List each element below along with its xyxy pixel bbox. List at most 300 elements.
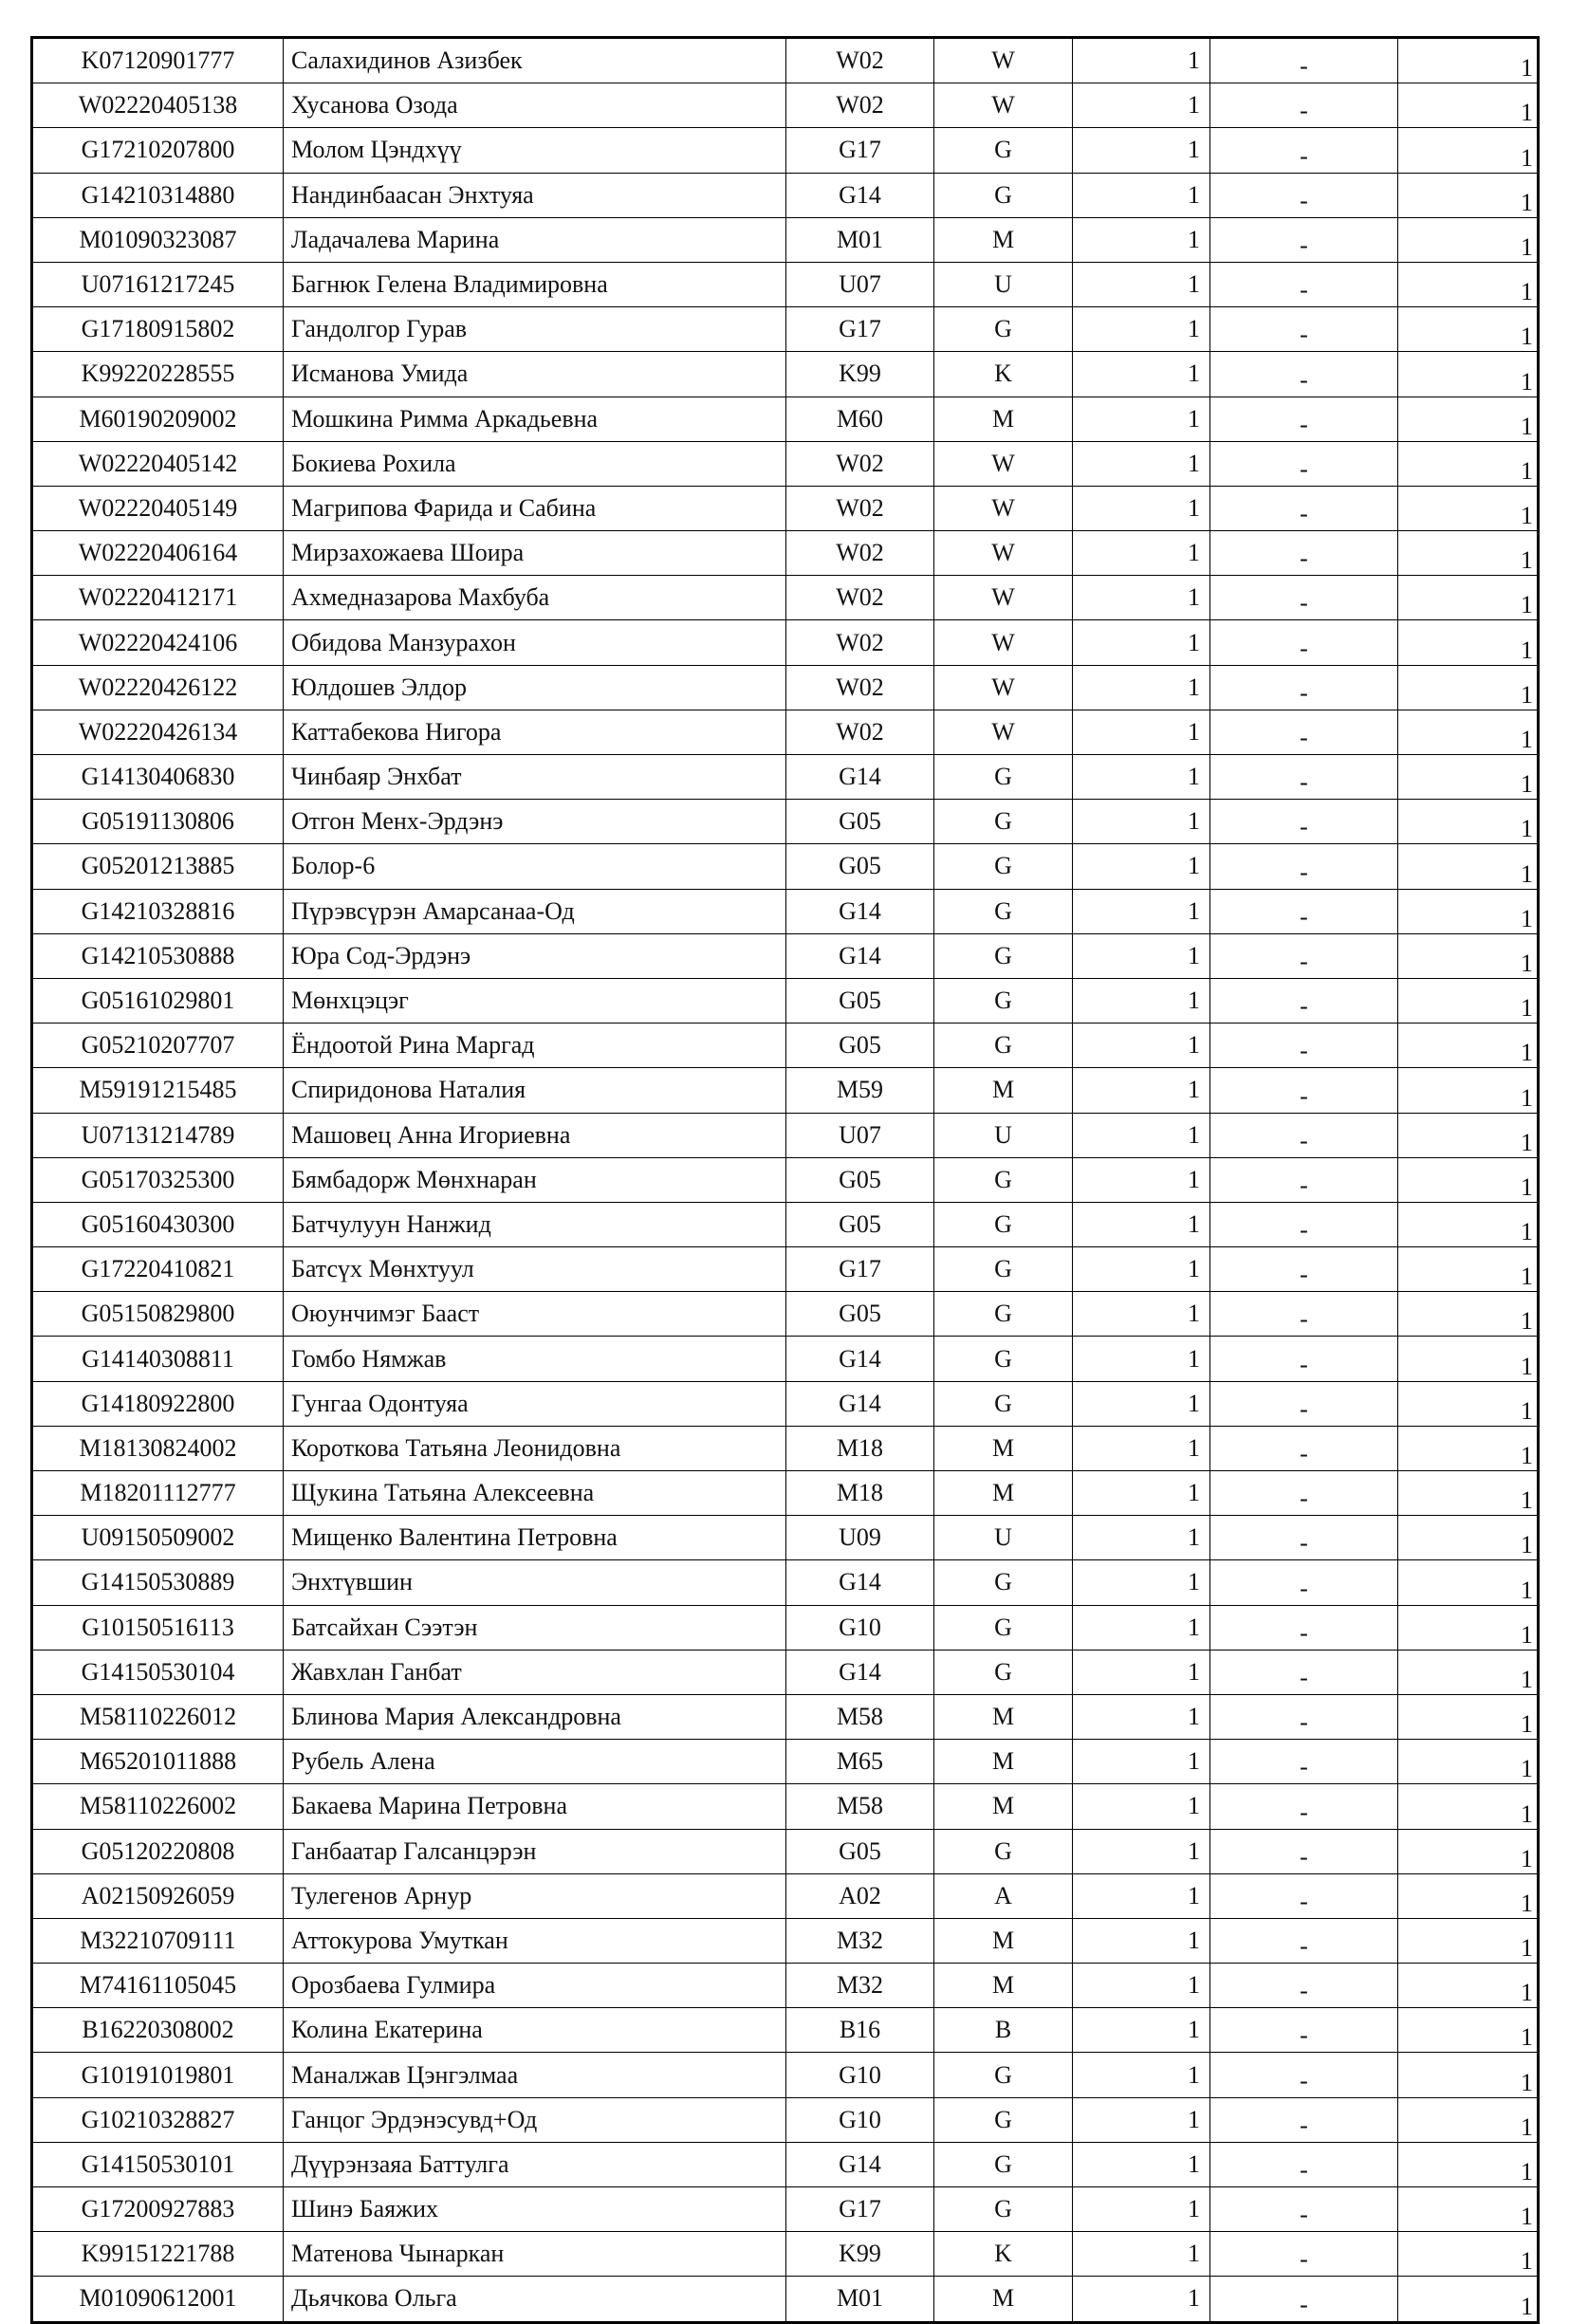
- group-code-cell: G14: [786, 1560, 934, 1605]
- table-row: [32, 1247, 1539, 1292]
- group-letter-cell: G: [934, 844, 1073, 889]
- participant-id-cell: W02220424106: [32, 620, 284, 665]
- total-cell: 1: [1398, 2097, 1539, 2142]
- empty-marker-cell: -: [1210, 800, 1398, 844]
- empty-marker-cell: -: [1210, 2097, 1398, 2142]
- participant-name-cell: Болор-6: [284, 844, 786, 889]
- group-code-cell: M58: [786, 1784, 934, 1829]
- participant-id-cell: G14150530889: [32, 1560, 284, 1605]
- participant-id-cell: M18130824002: [32, 1426, 284, 1470]
- group-letter-cell: W: [934, 665, 1073, 710]
- quantity-cell: 1: [1073, 1516, 1210, 1560]
- quantity-cell: 1: [1073, 38, 1210, 83]
- table-row: [32, 1471, 1539, 1516]
- group-code-cell: G14: [786, 1381, 934, 1426]
- participant-id-cell: G05160430300: [32, 1202, 284, 1246]
- participant-id-cell: G14140308811: [32, 1337, 284, 1381]
- empty-marker-cell: -: [1210, 531, 1398, 576]
- group-letter-cell: M: [934, 1740, 1073, 1784]
- group-letter-cell: G: [934, 2142, 1073, 2186]
- table-row: [32, 38, 1539, 83]
- participant-id-cell: U07131214789: [32, 1113, 284, 1157]
- table-row: [32, 1381, 1539, 1426]
- empty-marker-cell: -: [1210, 1516, 1398, 1560]
- total-cell: 1: [1398, 1337, 1539, 1381]
- table-row: [32, 576, 1539, 620]
- quantity-cell: 1: [1073, 1113, 1210, 1157]
- total-cell: 1: [1398, 1740, 1539, 1784]
- participant-name-cell: Салахидинов Азизбек: [284, 38, 786, 83]
- table-row: [32, 1516, 1539, 1560]
- table-row: [32, 2187, 1539, 2232]
- total-cell: 1: [1398, 38, 1539, 83]
- quantity-cell: 1: [1073, 1560, 1210, 1605]
- group-letter-cell: W: [934, 486, 1073, 530]
- group-letter-cell: W: [934, 441, 1073, 486]
- group-letter-cell: G: [934, 307, 1073, 352]
- group-code-cell: W02: [786, 441, 934, 486]
- quantity-cell: 1: [1073, 1157, 1210, 1202]
- empty-marker-cell: -: [1210, 1292, 1398, 1337]
- participant-id-cell: A02150926059: [32, 1873, 284, 1918]
- group-letter-cell: G: [934, 2187, 1073, 2232]
- participant-id-cell: W02220412171: [32, 576, 284, 620]
- participant-name-cell: Оюунчимэг Бааст: [284, 1292, 786, 1337]
- group-code-cell: B16: [786, 2008, 934, 2053]
- quantity-cell: 1: [1073, 2008, 1210, 2053]
- group-code-cell: M60: [786, 397, 934, 441]
- total-cell: 1: [1398, 1918, 1539, 1963]
- total-cell: 1: [1398, 1694, 1539, 1739]
- total-cell: 1: [1398, 844, 1539, 889]
- quantity-cell: 1: [1073, 262, 1210, 306]
- quantity-cell: 1: [1073, 441, 1210, 486]
- empty-marker-cell: -: [1210, 1337, 1398, 1381]
- group-letter-cell: G: [934, 1024, 1073, 1068]
- table-row: [32, 889, 1539, 933]
- table-row: [32, 1650, 1539, 1694]
- empty-marker-cell: -: [1210, 1829, 1398, 1873]
- table-row: [32, 397, 1539, 441]
- group-letter-cell: M: [934, 1426, 1073, 1470]
- quantity-cell: 1: [1073, 307, 1210, 352]
- participant-name-cell: Гандолгор Гурав: [284, 307, 786, 352]
- participant-id-cell: W02220426122: [32, 665, 284, 710]
- quantity-cell: 1: [1073, 710, 1210, 754]
- participant-name-cell: Энхтүвшин: [284, 1560, 786, 1605]
- quantity-cell: 1: [1073, 173, 1210, 217]
- group-code-cell: G14: [786, 173, 934, 217]
- table-row: [32, 978, 1539, 1023]
- participant-id-cell: K07120901777: [32, 38, 284, 83]
- participant-id-cell: K99220228555: [32, 352, 284, 397]
- group-letter-cell: B: [934, 2008, 1073, 2053]
- participant-id-cell: G05170325300: [32, 1157, 284, 1202]
- table-row: [32, 2008, 1539, 2053]
- total-cell: 1: [1398, 217, 1539, 262]
- table-row: [32, 486, 1539, 530]
- total-cell: 1: [1398, 889, 1539, 933]
- total-cell: 1: [1398, 1605, 1539, 1650]
- participant-name-cell: Батсайхан Сээтэн: [284, 1605, 786, 1650]
- quantity-cell: 1: [1073, 531, 1210, 576]
- quantity-cell: 1: [1073, 755, 1210, 800]
- participant-name-cell: Ганбаатар Галсанцэрэн: [284, 1829, 786, 1873]
- group-code-cell: G14: [786, 755, 934, 800]
- total-cell: 1: [1398, 128, 1539, 173]
- group-code-cell: M32: [786, 1918, 934, 1963]
- quantity-cell: 1: [1073, 576, 1210, 620]
- quantity-cell: 1: [1073, 620, 1210, 665]
- group-letter-cell: M: [934, 1918, 1073, 1963]
- empty-marker-cell: -: [1210, 1157, 1398, 1202]
- participant-id-cell: G05210207707: [32, 1024, 284, 1068]
- group-letter-cell: W: [934, 620, 1073, 665]
- group-code-cell: G10: [786, 2053, 934, 2097]
- empty-marker-cell: -: [1210, 710, 1398, 754]
- empty-marker-cell: -: [1210, 889, 1398, 933]
- empty-marker-cell: -: [1210, 262, 1398, 306]
- participant-name-cell: Спиридонова Наталия: [284, 1068, 786, 1113]
- participant-id-cell: G10191019801: [32, 2053, 284, 2097]
- quantity-cell: 1: [1073, 352, 1210, 397]
- participant-name-cell: Гомбо Нямжав: [284, 1337, 786, 1381]
- group-letter-cell: G: [934, 889, 1073, 933]
- participant-name-cell: Шинэ Баяжих: [284, 2187, 786, 2232]
- participant-name-cell: Юра Сод-Эрдэнэ: [284, 933, 786, 978]
- empty-marker-cell: -: [1210, 665, 1398, 710]
- group-code-cell: G14: [786, 2142, 934, 2186]
- group-code-cell: G17: [786, 128, 934, 173]
- total-cell: 1: [1398, 307, 1539, 352]
- participant-name-cell: Блинова Мария Александровна: [284, 1694, 786, 1739]
- empty-marker-cell: -: [1210, 755, 1398, 800]
- participant-id-cell: M74161105045: [32, 1964, 284, 2008]
- group-code-cell: G10: [786, 1605, 934, 1650]
- empty-marker-cell: -: [1210, 2187, 1398, 2232]
- participant-id-cell: M58110226012: [32, 1694, 284, 1739]
- table-row: [32, 531, 1539, 576]
- total-cell: 1: [1398, 1024, 1539, 1068]
- table-row: [32, 933, 1539, 978]
- quantity-cell: 1: [1073, 2053, 1210, 2097]
- quantity-cell: 1: [1073, 800, 1210, 844]
- group-code-cell: W02: [786, 665, 934, 710]
- quantity-cell: 1: [1073, 1292, 1210, 1337]
- participant-name-cell: Батчулуун Нанжид: [284, 1202, 786, 1246]
- total-cell: 1: [1398, 620, 1539, 665]
- participant-name-cell: Бакаева Марина Петровна: [284, 1784, 786, 1829]
- table-row: [32, 1740, 1539, 1784]
- participant-id-cell: G17210207800: [32, 128, 284, 173]
- group-letter-cell: W: [934, 38, 1073, 83]
- participant-name-cell: Мирзахожаева Шоира: [284, 531, 786, 576]
- participant-id-cell: M01090323087: [32, 217, 284, 262]
- empty-marker-cell: -: [1210, 1471, 1398, 1516]
- empty-marker-cell: -: [1210, 352, 1398, 397]
- group-code-cell: W02: [786, 576, 934, 620]
- participant-name-cell: Дьячкова Ольга: [284, 2277, 786, 2322]
- group-letter-cell: A: [934, 1873, 1073, 1918]
- group-letter-cell: M: [934, 1471, 1073, 1516]
- participant-id-cell: W02220426134: [32, 710, 284, 754]
- total-cell: 1: [1398, 1873, 1539, 1918]
- participant-id-cell: G05191130806: [32, 800, 284, 844]
- table-row: [32, 1024, 1539, 1068]
- group-letter-cell: G: [934, 1829, 1073, 1873]
- total-cell: 1: [1398, 83, 1539, 128]
- total-cell: 1: [1398, 1426, 1539, 1470]
- empty-marker-cell: -: [1210, 1740, 1398, 1784]
- participant-id-cell: W02220405142: [32, 441, 284, 486]
- group-letter-cell: G: [934, 2097, 1073, 2142]
- total-cell: 1: [1398, 710, 1539, 754]
- participant-name-cell: Хусанова Озода: [284, 83, 786, 128]
- group-letter-cell: G: [934, 1247, 1073, 1292]
- participant-id-cell: G10210328827: [32, 2097, 284, 2142]
- empty-marker-cell: -: [1210, 1202, 1398, 1246]
- participant-name-cell: Матенова Чынаркан: [284, 2232, 786, 2277]
- empty-marker-cell: -: [1210, 620, 1398, 665]
- group-code-cell: M58: [786, 1694, 934, 1739]
- table-row: [32, 307, 1539, 352]
- participant-id-cell: B16220308002: [32, 2008, 284, 2053]
- table-row: [32, 128, 1539, 173]
- group-code-cell: G14: [786, 1650, 934, 1694]
- total-cell: 1: [1398, 1784, 1539, 1829]
- participant-name-cell: Щукина Татьяна Алексеевна: [284, 1471, 786, 1516]
- group-letter-cell: K: [934, 352, 1073, 397]
- group-code-cell: G14: [786, 933, 934, 978]
- group-letter-cell: U: [934, 1516, 1073, 1560]
- empty-marker-cell: -: [1210, 844, 1398, 889]
- quantity-cell: 1: [1073, 933, 1210, 978]
- table-row: [32, 665, 1539, 710]
- quantity-cell: 1: [1073, 1381, 1210, 1426]
- total-cell: 1: [1398, 262, 1539, 306]
- table-row: [32, 2232, 1539, 2277]
- participant-name-cell: Чинбаяр Энхбат: [284, 755, 786, 800]
- participant-id-cell: W02220405138: [32, 83, 284, 128]
- total-cell: 1: [1398, 1560, 1539, 1605]
- group-code-cell: G17: [786, 1247, 934, 1292]
- participant-name-cell: Короткова Татьяна Леонидовна: [284, 1426, 786, 1470]
- total-cell: 1: [1398, 1516, 1539, 1560]
- participant-name-cell: Магрипова Фарида и Сабина: [284, 486, 786, 530]
- table-row: [32, 1068, 1539, 1113]
- total-cell: 1: [1398, 800, 1539, 844]
- group-code-cell: U09: [786, 1516, 934, 1560]
- group-code-cell: U07: [786, 1113, 934, 1157]
- registry-body: [32, 38, 1539, 2323]
- group-code-cell: U07: [786, 262, 934, 306]
- quantity-cell: 1: [1073, 2232, 1210, 2277]
- participant-id-cell: G14210530888: [32, 933, 284, 978]
- group-letter-cell: G: [934, 1605, 1073, 1650]
- participant-name-cell: Мошкина Римма Аркадьевна: [284, 397, 786, 441]
- quantity-cell: 1: [1073, 978, 1210, 1023]
- participant-id-cell: U09150509002: [32, 1516, 284, 1560]
- participant-id-cell: M01090612001: [32, 2277, 284, 2322]
- group-code-cell: M32: [786, 1964, 934, 2008]
- participant-name-cell: Пүрэвсүрэн Амарсанаа-Од: [284, 889, 786, 933]
- quantity-cell: 1: [1073, 1471, 1210, 1516]
- group-code-cell: M65: [786, 1740, 934, 1784]
- table-row: [32, 217, 1539, 262]
- group-letter-cell: G: [934, 128, 1073, 173]
- empty-marker-cell: -: [1210, 1784, 1398, 1829]
- participant-name-cell: Ганцог Эрдэнэсувд+Од: [284, 2097, 786, 2142]
- participant-id-cell: G05120220808: [32, 1829, 284, 1873]
- table-row: [32, 1784, 1539, 1829]
- participant-name-cell: Юлдошев Элдор: [284, 665, 786, 710]
- participant-name-cell: Молом Цэндхүү: [284, 128, 786, 173]
- empty-marker-cell: -: [1210, 217, 1398, 262]
- quantity-cell: 1: [1073, 1694, 1210, 1739]
- group-letter-cell: G: [934, 1650, 1073, 1694]
- empty-marker-cell: -: [1210, 2232, 1398, 2277]
- group-letter-cell: W: [934, 83, 1073, 128]
- participant-name-cell: Багнюк Гелена Владимировна: [284, 262, 786, 306]
- empty-marker-cell: -: [1210, 486, 1398, 530]
- table-row: [32, 2097, 1539, 2142]
- quantity-cell: 1: [1073, 665, 1210, 710]
- group-letter-cell: G: [934, 978, 1073, 1023]
- table-row: [32, 800, 1539, 844]
- table-row: [32, 755, 1539, 800]
- table-row: [32, 1157, 1539, 1202]
- group-letter-cell: G: [934, 2053, 1073, 2097]
- participant-name-cell: Жавхлан Ганбат: [284, 1650, 786, 1694]
- group-letter-cell: G: [934, 933, 1073, 978]
- participant-name-cell: Дүүрэнзаяа Баттулга: [284, 2142, 786, 2186]
- quantity-cell: 1: [1073, 844, 1210, 889]
- participant-name-cell: Аттокурова Умуткан: [284, 1918, 786, 1963]
- total-cell: 1: [1398, 2142, 1539, 2186]
- group-letter-cell: G: [934, 173, 1073, 217]
- group-code-cell: W02: [786, 531, 934, 576]
- empty-marker-cell: -: [1210, 933, 1398, 978]
- participant-name-cell: Мөнхцэцэг: [284, 978, 786, 1023]
- group-code-cell: M59: [786, 1068, 934, 1113]
- total-cell: 1: [1398, 2008, 1539, 2053]
- group-code-cell: G14: [786, 1337, 934, 1381]
- quantity-cell: 1: [1073, 1426, 1210, 1470]
- participant-id-cell: M58110226002: [32, 1784, 284, 1829]
- participant-id-cell: G14130406830: [32, 755, 284, 800]
- total-cell: 1: [1398, 2053, 1539, 2097]
- total-cell: 1: [1398, 1247, 1539, 1292]
- empty-marker-cell: -: [1210, 1247, 1398, 1292]
- quantity-cell: 1: [1073, 1740, 1210, 1784]
- total-cell: 1: [1398, 665, 1539, 710]
- participant-id-cell: G05201213885: [32, 844, 284, 889]
- table-row: [32, 1292, 1539, 1337]
- quantity-cell: 1: [1073, 2097, 1210, 2142]
- group-letter-cell: U: [934, 262, 1073, 306]
- empty-marker-cell: -: [1210, 2142, 1398, 2186]
- table-row: [32, 1113, 1539, 1157]
- total-cell: 1: [1398, 1471, 1539, 1516]
- total-cell: 1: [1398, 2187, 1539, 2232]
- empty-marker-cell: -: [1210, 1024, 1398, 1068]
- participant-id-cell: G14210314880: [32, 173, 284, 217]
- group-code-cell: K99: [786, 352, 934, 397]
- group-letter-cell: W: [934, 576, 1073, 620]
- group-letter-cell: G: [934, 1337, 1073, 1381]
- total-cell: 1: [1398, 755, 1539, 800]
- group-letter-cell: G: [934, 755, 1073, 800]
- table-row: [32, 441, 1539, 486]
- empty-marker-cell: -: [1210, 1918, 1398, 1963]
- quantity-cell: 1: [1073, 1784, 1210, 1829]
- empty-marker-cell: -: [1210, 173, 1398, 217]
- group-code-cell: W02: [786, 38, 934, 83]
- empty-marker-cell: -: [1210, 1381, 1398, 1426]
- group-code-cell: G17: [786, 2187, 934, 2232]
- group-letter-cell: G: [934, 1157, 1073, 1202]
- table-row: [32, 1605, 1539, 1650]
- group-code-cell: M01: [786, 2277, 934, 2322]
- total-cell: 1: [1398, 2232, 1539, 2277]
- table-row: [32, 1337, 1539, 1381]
- table-row: [32, 2053, 1539, 2097]
- group-letter-cell: M: [934, 1964, 1073, 2008]
- quantity-cell: 1: [1073, 128, 1210, 173]
- participant-id-cell: G14150530101: [32, 2142, 284, 2186]
- group-letter-cell: K: [934, 2232, 1073, 2277]
- empty-marker-cell: -: [1210, 1426, 1398, 1470]
- total-cell: 1: [1398, 486, 1539, 530]
- total-cell: 1: [1398, 441, 1539, 486]
- empty-marker-cell: -: [1210, 1873, 1398, 1918]
- participant-id-cell: M60190209002: [32, 397, 284, 441]
- table-row: [32, 1829, 1539, 1873]
- total-cell: 1: [1398, 933, 1539, 978]
- total-cell: 1: [1398, 397, 1539, 441]
- table-row: [32, 1560, 1539, 1605]
- quantity-cell: 1: [1073, 1829, 1210, 1873]
- total-cell: 1: [1398, 1068, 1539, 1113]
- quantity-cell: 1: [1073, 1873, 1210, 1918]
- group-letter-cell: M: [934, 1068, 1073, 1113]
- empty-marker-cell: -: [1210, 1113, 1398, 1157]
- participant-id-cell: M65201011888: [32, 1740, 284, 1784]
- group-letter-cell: G: [934, 1560, 1073, 1605]
- participant-name-cell: Машовец Анна Игориевна: [284, 1113, 786, 1157]
- group-letter-cell: M: [934, 1784, 1073, 1829]
- group-code-cell: G14: [786, 889, 934, 933]
- group-code-cell: W02: [786, 620, 934, 665]
- empty-marker-cell: -: [1210, 576, 1398, 620]
- empty-marker-cell: -: [1210, 2053, 1398, 2097]
- participant-id-cell: G10150516113: [32, 1605, 284, 1650]
- total-cell: 1: [1398, 1381, 1539, 1426]
- total-cell: 1: [1398, 1650, 1539, 1694]
- empty-marker-cell: -: [1210, 441, 1398, 486]
- quantity-cell: 1: [1073, 217, 1210, 262]
- participant-name-cell: Маналжав Цэнгэлмаа: [284, 2053, 786, 2097]
- table-row: [32, 173, 1539, 217]
- participant-name-cell: Батсүх Мөнхтуул: [284, 1247, 786, 1292]
- group-code-cell: G05: [786, 1202, 934, 1246]
- group-code-cell: A02: [786, 1873, 934, 1918]
- group-letter-cell: W: [934, 710, 1073, 754]
- participant-id-cell: G14210328816: [32, 889, 284, 933]
- empty-marker-cell: -: [1210, 307, 1398, 352]
- participant-name-cell: Ладачалева Марина: [284, 217, 786, 262]
- participant-name-cell: Ёндоотой Рина Маргад: [284, 1024, 786, 1068]
